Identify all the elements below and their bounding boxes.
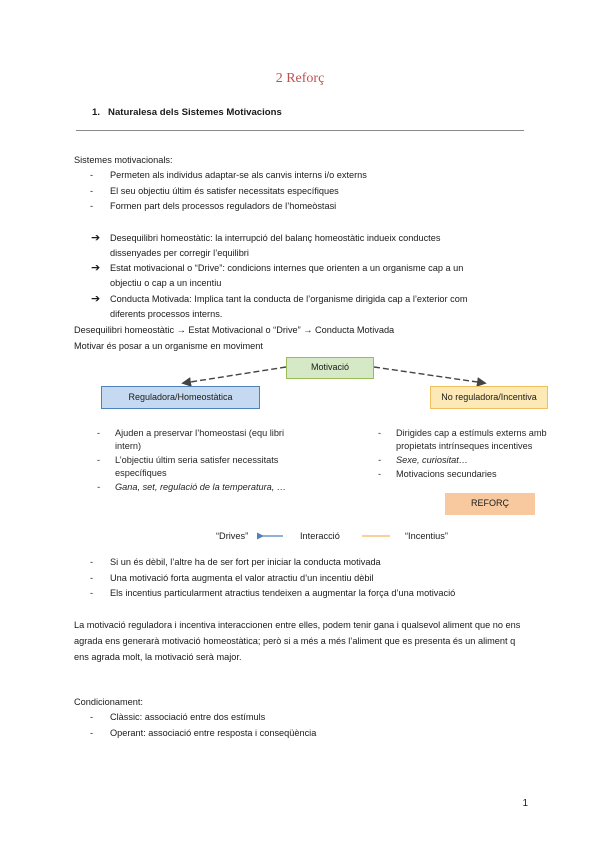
interaction-label: Interacció: [300, 531, 340, 541]
no-reguladora-box: No reguladora/Incentiva: [430, 386, 548, 409]
reguladora-box: Reguladora/Homeostàtica: [101, 386, 260, 409]
list-item: - Motivacions secundaries: [378, 469, 497, 479]
list-item: - Els incentius particularment atractius tendeixen a augmentar la força d’una motivació: [90, 588, 456, 598]
list-item: - Ajuden a preservar l’homeostasi (equ libri intern): [97, 428, 285, 451]
arrow-item-desequilibri: ➔ Desequilibri homeostàtic: la interrupció del balanç homeostàtic indueix conductes dissenyades per corregir l’equilibri: [91, 232, 441, 258]
list-item: - Gana, set, regulació de la temperatura, …: [97, 482, 287, 492]
list-item: - Clàssic: associació entre dos estímuls: [90, 712, 266, 722]
arrow-to-left-box: [184, 367, 286, 383]
no-reguladora-list: [378, 427, 561, 482]
section-label: Naturalesa dels Sistemes Motivacions: [108, 107, 282, 118]
section-number: 1.: [92, 107, 101, 118]
list-item: - Una motivació forta augmenta el valor atractiu d’un incentiu dèbil: [90, 572, 374, 583]
arrow-to-right-box: [374, 367, 484, 383]
interaction-paragraph: La motivació reguladora i incentiva interaccionen entre elles, podem tenir gana i qualsevol aliment que no ens agrada ens generarà motivació homeostàtica; però si a més a més l’aliment que es presenta és un aliment q ens agrada molt, la motivació serà major.: [74, 620, 521, 663]
mid-list: [90, 557, 456, 604]
intro-list: [90, 170, 367, 217]
conditioning-label: Condicionament:: [74, 697, 143, 707]
intro-label: Sistemes motivacionals:: [74, 155, 173, 165]
arrow-right-icon: ➔: [91, 232, 101, 244]
list-item: - Formen part dels processos reguladors de l’homeòstasi: [90, 201, 337, 211]
incentius-label: “Incentius”: [405, 531, 448, 541]
motivate-line: Motivar és posar a un organisme en moviment: [74, 341, 263, 351]
arrow-item-conducta: ➔ Conducta Motivada: Implica tant la conducta de l’organisme dirigida cap a l’exterior com diferents processos interns.: [91, 293, 468, 319]
heading-divider: [76, 130, 524, 131]
drives-label: “Drives”: [216, 531, 249, 541]
page-title: 2 Reforç: [275, 71, 325, 86]
list-item: - Sexe, curiositat…: [378, 455, 468, 465]
list-item: - L’objectiu últim seria satisfer necessitats específiques: [97, 455, 279, 478]
reforc-box: REFORÇ: [445, 493, 535, 515]
motivacio-box: Motivació: [286, 357, 374, 379]
page-number: 1: [522, 798, 528, 809]
section-heading: [92, 107, 282, 119]
list-item: - El seu objectiu últim és satisfer necessitats específiques: [90, 185, 339, 196]
sequence-line: Desequilibri homeostàtic → Estat Motivacional o “Drive” → Conducta Motivada: [74, 325, 395, 335]
arrow-item-drive: ➔ Estat motivacional o “Drive”: condicions internes que orienten a un organisme cap a un objectiu o cap a un incentiu: [91, 262, 464, 288]
arrow-right-icon: ➔: [91, 262, 101, 274]
list-item: - Si un és dèbil, l’altre ha de ser fort per iniciar la conducta motivada: [90, 557, 381, 567]
list-item: - Dirigides cap a estímuls externs amb propietats intrínseques incentives: [378, 428, 547, 451]
reguladora-list: [97, 427, 305, 495]
arrow-right-icon: ➔: [91, 293, 101, 305]
conditioning-list: [90, 712, 317, 743]
list-item: - Operant: associació entre resposta i conseqüència: [90, 727, 317, 738]
list-item: - Permeten als individus adaptar-se als canvis interns i/o externs: [90, 170, 367, 180]
